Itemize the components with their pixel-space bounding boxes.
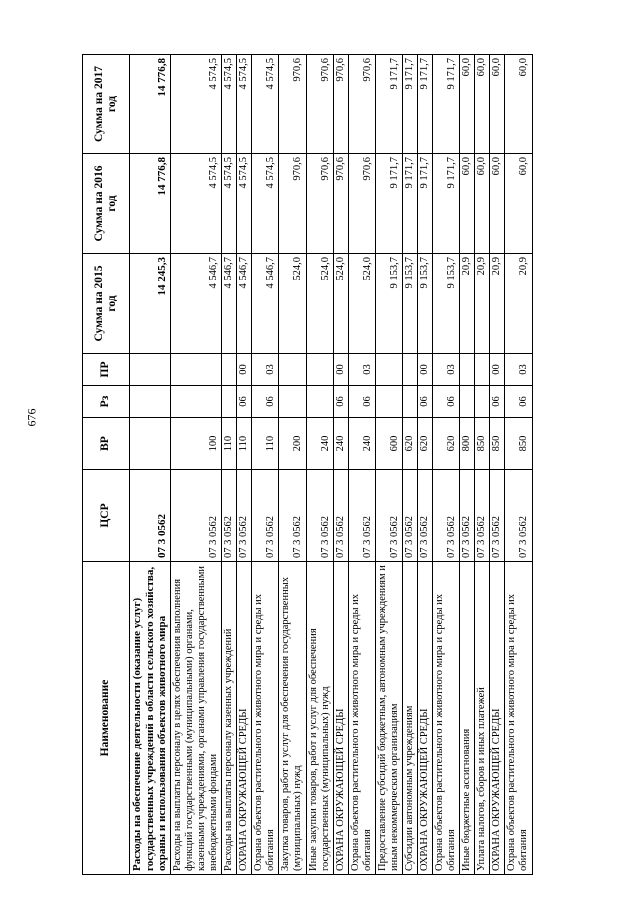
row-csr: 07 3 0562 — [505, 470, 532, 562]
table-row — [433, 55, 460, 875]
row-pr — [306, 354, 333, 386]
table-row — [475, 55, 490, 875]
row-pr: 03 — [348, 354, 375, 386]
row-pr — [170, 354, 221, 386]
row-vr: 110 — [252, 418, 279, 470]
row-sum-2015: 4 546,7 — [237, 254, 252, 354]
row-vr: 850 — [490, 418, 505, 470]
row-name: Иные закупки товаров, работ и услуг для обеспечения государственных (муниципальных) нужд — [306, 562, 333, 875]
row-sum-2016: 9 171,7 — [418, 154, 433, 254]
row-sum-2016: 9 171,7 — [375, 154, 402, 254]
row-sum-2017: 9 171,7 — [418, 55, 433, 154]
row-csr: 07 3 0562 — [130, 470, 171, 562]
row-pr — [460, 354, 475, 386]
row-vr: 620 — [433, 418, 460, 470]
row-pr — [222, 354, 237, 386]
row-rz: 06 — [348, 386, 375, 418]
row-csr: 07 3 0562 — [418, 470, 433, 562]
row-sum-2015: 9 153,7 — [402, 254, 417, 354]
table-row — [237, 55, 252, 875]
row-sum-2016: 60,0 — [505, 154, 532, 254]
row-pr: 00 — [237, 354, 252, 386]
row-rz: 06 — [252, 386, 279, 418]
row-sum-2015: 9 153,7 — [375, 254, 402, 354]
row-sum-2017: 4 574,5 — [170, 55, 221, 154]
table-row — [333, 55, 348, 875]
header-sum-2016: Сумма на 2016 год — [83, 154, 130, 254]
row-sum-2016: 60,0 — [490, 154, 505, 254]
table-row — [490, 55, 505, 875]
row-sum-2017: 970,6 — [348, 55, 375, 154]
row-pr — [279, 354, 306, 386]
row-csr: 07 3 0562 — [475, 470, 490, 562]
row-vr: 200 — [279, 418, 306, 470]
table-row — [348, 55, 375, 875]
row-sum-2015: 4 546,7 — [222, 254, 237, 354]
table-row — [252, 55, 279, 875]
row-sum-2015: 20,9 — [460, 254, 475, 354]
row-vr: 600 — [375, 418, 402, 470]
row-sum-2015: 4 546,7 — [252, 254, 279, 354]
row-name: Иные бюджетные ассигнования — [460, 562, 475, 875]
row-sum-2017: 9 171,7 — [375, 55, 402, 154]
row-name: Охрана объектов растительного и животного мира и среды их обитания — [348, 562, 375, 875]
table-row — [375, 55, 402, 875]
header-pr: ПР — [83, 354, 130, 386]
row-sum-2017: 60,0 — [505, 55, 532, 154]
row-csr: 07 3 0562 — [375, 470, 402, 562]
row-name: Охрана объектов растительного и животного мира и среды их обитания — [433, 562, 460, 875]
row-sum-2017: 60,0 — [475, 55, 490, 154]
row-csr: 07 3 0562 — [490, 470, 505, 562]
row-sum-2016: 970,6 — [348, 154, 375, 254]
header-vr: ВР — [83, 418, 130, 470]
row-name: Охрана объектов растительного и животного мира и среды их обитания — [252, 562, 279, 875]
row-pr: 00 — [418, 354, 433, 386]
row-name: Расходы на выплаты персоналу в целях обеспечения выполнения функций государственными (муниципальными) органами, казенными учреждениями, органами управления государственными внебюджетными фондами — [170, 562, 221, 875]
table-row — [222, 55, 237, 875]
row-sum-2017: 970,6 — [333, 55, 348, 154]
row-sum-2017: 9 171,7 — [402, 55, 417, 154]
row-name: ОХРАНА ОКРУЖАЮЩЕЙ СРЕДЫ — [418, 562, 433, 875]
row-pr — [402, 354, 417, 386]
row-rz — [222, 386, 237, 418]
row-vr: 100 — [170, 418, 221, 470]
row-vr — [130, 418, 171, 470]
row-rz — [306, 386, 333, 418]
row-name: Закупка товаров, работ и услуг для обеспечения государственных (муниципальных) нужд — [279, 562, 306, 875]
header-name: Наименование — [83, 562, 130, 875]
row-name: Расходы на обеспечение деятельности (оказание услуг) государственных учреждений в области сельского хозяйства, охраны и использования объектов животного мира — [130, 562, 171, 875]
row-csr: 07 3 0562 — [306, 470, 333, 562]
row-name: ОХРАНА ОКРУЖАЮЩЕЙ СРЕДЫ — [333, 562, 348, 875]
row-name: ОХРАНА ОКРУЖАЮЩЕЙ СРЕДЫ — [237, 562, 252, 875]
row-pr: 00 — [333, 354, 348, 386]
table-row — [505, 55, 532, 875]
row-vr: 110 — [237, 418, 252, 470]
row-vr: 240 — [333, 418, 348, 470]
row-rz: 06 — [418, 386, 433, 418]
table-row — [460, 55, 475, 875]
table-row — [418, 55, 433, 875]
row-sum-2015: 14 245,3 — [130, 254, 171, 354]
row-name: Расходы на выплаты персоналу казенных учреждений — [222, 562, 237, 875]
row-sum-2016: 4 574,5 — [237, 154, 252, 254]
row-pr: 03 — [252, 354, 279, 386]
row-rz: 06 — [505, 386, 532, 418]
row-sum-2017: 60,0 — [460, 55, 475, 154]
row-sum-2015: 524,0 — [279, 254, 306, 354]
row-sum-2015: 524,0 — [333, 254, 348, 354]
row-sum-2016: 4 574,5 — [222, 154, 237, 254]
row-vr: 620 — [418, 418, 433, 470]
row-pr — [475, 354, 490, 386]
row-rz: 06 — [237, 386, 252, 418]
table-row — [170, 55, 221, 875]
row-sum-2016: 60,0 — [460, 154, 475, 254]
table-row — [306, 55, 333, 875]
row-rz — [460, 386, 475, 418]
row-pr: 03 — [433, 354, 460, 386]
row-rz — [475, 386, 490, 418]
row-sum-2017: 970,6 — [279, 55, 306, 154]
row-vr: 850 — [475, 418, 490, 470]
header-csr: ЦСР — [83, 470, 130, 562]
row-csr: 07 3 0562 — [279, 470, 306, 562]
budget-table — [82, 54, 533, 875]
row-sum-2015: 524,0 — [348, 254, 375, 354]
row-sum-2015: 524,0 — [306, 254, 333, 354]
row-sum-2015: 20,9 — [505, 254, 532, 354]
row-sum-2015: 20,9 — [490, 254, 505, 354]
row-sum-2016: 9 171,7 — [402, 154, 417, 254]
row-pr — [130, 354, 171, 386]
row-pr — [375, 354, 402, 386]
row-pr: 03 — [505, 354, 532, 386]
header-sum-2015: Сумма на 2015 год — [83, 254, 130, 354]
row-csr: 07 3 0562 — [402, 470, 417, 562]
row-csr: 07 3 0562 — [433, 470, 460, 562]
row-pr: 00 — [490, 354, 505, 386]
row-rz — [402, 386, 417, 418]
row-name: Предоставление субсидий бюджетным, автономным учреждениям и иным некоммерческим организациям — [375, 562, 402, 875]
row-rz: 06 — [333, 386, 348, 418]
row-rz — [279, 386, 306, 418]
row-name: Охрана объектов растительного и животного мира и среды их обитания — [505, 562, 532, 875]
row-sum-2015: 9 153,7 — [418, 254, 433, 354]
row-csr: 07 3 0562 — [460, 470, 475, 562]
row-vr: 850 — [505, 418, 532, 470]
row-rz: 06 — [490, 386, 505, 418]
row-sum-2016: 970,6 — [333, 154, 348, 254]
table-row — [279, 55, 306, 875]
row-sum-2017: 4 574,5 — [237, 55, 252, 154]
row-sum-2016: 60,0 — [475, 154, 490, 254]
row-sum-2015: 4 546,7 — [170, 254, 221, 354]
row-csr: 07 3 0562 — [222, 470, 237, 562]
row-csr: 07 3 0562 — [252, 470, 279, 562]
row-sum-2016: 9 171,7 — [433, 154, 460, 254]
row-sum-2016: 14 776,8 — [130, 154, 171, 254]
row-csr: 07 3 0562 — [348, 470, 375, 562]
row-vr: 240 — [306, 418, 333, 470]
row-name: ОХРАНА ОКРУЖАЮЩЕЙ СРЕДЫ — [490, 562, 505, 875]
header-rz: Рз — [83, 386, 130, 418]
row-vr: 620 — [402, 418, 417, 470]
row-vr: 240 — [348, 418, 375, 470]
row-rz — [130, 386, 171, 418]
row-rz — [170, 386, 221, 418]
row-sum-2017: 970,6 — [306, 55, 333, 154]
table-row — [402, 55, 417, 875]
row-rz: 06 — [433, 386, 460, 418]
row-csr: 07 3 0562 — [333, 470, 348, 562]
row-sum-2017: 4 574,5 — [222, 55, 237, 154]
row-csr: 07 3 0562 — [237, 470, 252, 562]
page-number: 676 — [24, 408, 39, 427]
row-sum-2016: 970,6 — [279, 154, 306, 254]
row-vr: 110 — [222, 418, 237, 470]
rotated-page — [82, 55, 550, 875]
row-name: Субсидии автономным учреждениям — [402, 562, 417, 875]
table-header-row — [83, 55, 130, 875]
row-sum-2015: 20,9 — [475, 254, 490, 354]
row-sum-2016: 4 574,5 — [170, 154, 221, 254]
row-sum-2015: 9 153,7 — [433, 254, 460, 354]
row-sum-2016: 970,6 — [306, 154, 333, 254]
row-sum-2017: 14 776,8 — [130, 55, 171, 154]
row-rz — [375, 386, 402, 418]
row-sum-2017: 60,0 — [490, 55, 505, 154]
row-csr: 07 3 0562 — [170, 470, 221, 562]
table-row — [130, 55, 171, 875]
row-sum-2017: 4 574,5 — [252, 55, 279, 154]
row-name: Уплата налогов, сборов и иных платежей — [475, 562, 490, 875]
row-sum-2016: 4 574,5 — [252, 154, 279, 254]
row-sum-2017: 9 171,7 — [433, 55, 460, 154]
table-body — [130, 55, 533, 875]
header-sum-2017: Сумма на 2017 год — [83, 55, 130, 154]
row-vr: 800 — [460, 418, 475, 470]
